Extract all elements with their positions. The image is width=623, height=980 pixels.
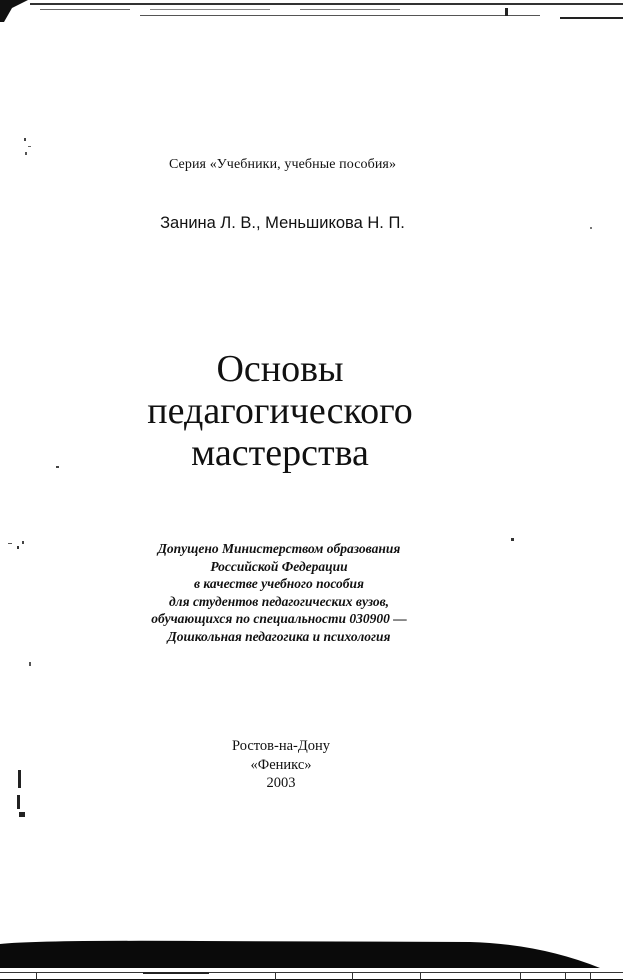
approval-line: в качестве учебного пособия <box>194 576 364 592</box>
approval-note <box>0 540 558 646</box>
title-line: педагогического <box>147 390 413 432</box>
title-line: мастерства <box>191 432 369 474</box>
approval-line: для студентов педагогических вузов, <box>168 593 390 609</box>
imprint-publisher: «Феникс» <box>250 756 312 773</box>
approval-line: обучающихся по специальности 030900 — <box>151 611 407 627</box>
series-line: Серия «Учебники, учебные пособия» <box>168 157 397 172</box>
approval-line: Российской Федерации <box>210 558 348 574</box>
scan-bottom-edge <box>0 930 623 980</box>
book-title <box>0 348 560 474</box>
scan-top-edge <box>0 0 623 30</box>
imprint-city: Ростов-на-Дону <box>232 738 330 754</box>
approval-line: Дошкольная педагогика и психология <box>167 628 391 644</box>
approval-line: Допущено Министерством образования <box>157 541 401 556</box>
authors: Занина Л. В., Меньшикова Н. П. <box>160 214 405 232</box>
imprint-year: 2003 <box>266 775 296 791</box>
imprint <box>0 737 562 793</box>
title-line: Основы <box>216 348 344 390</box>
